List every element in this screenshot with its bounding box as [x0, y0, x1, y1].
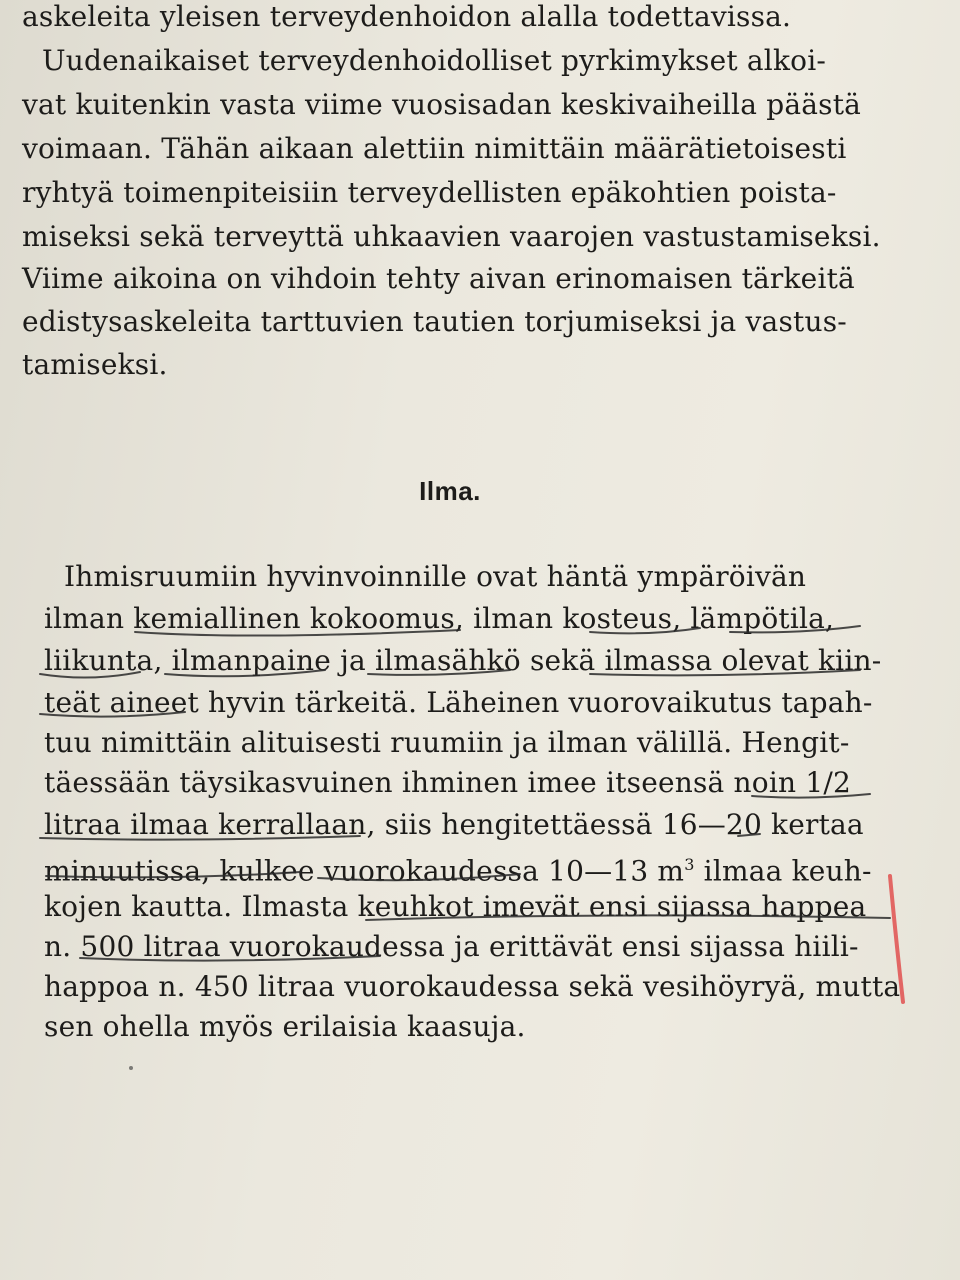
text-line [44, 766, 851, 800]
text-line: Viime aikoina on vihdoin tehty aivan erinomaisen tärkeitä [22, 262, 855, 295]
text-line: liikunta, ilmanpaine ja ilmasähkö sekä ilmassa olevat kiin- [44, 644, 882, 677]
text-line [44, 848, 872, 888]
text-line: Uudenaikaiset terveydenhoidolliset pyrkimykset alkoi- [42, 44, 827, 77]
text-line: tamiseksi. [22, 348, 168, 381]
text-line: askeleita yleisen terveydenhoidon alalla todettavissa. [22, 0, 792, 33]
text-span: täessään täysikasvuinen ihminen imee itseensä noin [44, 766, 806, 799]
fraction-half: 1/2 [805, 766, 851, 799]
text-line: vat kuitenkin vasta viime vuosisadan keskivaiheilla päästä [22, 88, 862, 121]
text-line: kojen kautta. Ilmasta keuhkot imevät ensi sijassa happea [44, 890, 867, 923]
ink-dot [129, 1066, 133, 1070]
text-span: minuutissa, kulkee vuorokaudessa 10—13 m [44, 854, 685, 888]
text-line: happoa n. 450 litraa vuorokaudessa sekä vesihöyryä, mutta [44, 970, 901, 1003]
text-line: litraa ilmaa kerrallaan, siis hengitettäessä 16—20 kertaa [44, 808, 864, 841]
section-heading: Ilma. [419, 476, 481, 506]
text-line: tuu nimittäin alituisesti ruumiin ja ilman välillä. Hengit- [44, 726, 850, 759]
text-span: ilmaa keuh- [694, 854, 872, 888]
text-line: ilman kemiallinen kokoomus, ilman kosteus, lämpötila, [44, 602, 835, 635]
text-line: miseksi sekä terveyttä uhkaavien vaarojen vastustamiseksi. [22, 220, 881, 253]
text-line: n. 500 litraa vuorokaudessa ja erittävät ensi sijassa hiili- [44, 930, 859, 963]
text-line: voimaan. Tähän aikaan alettiin nimittäin määrätietoisesti [22, 132, 847, 165]
text-line: ryhtyä toimenpiteisiin terveydellisten epäkohtien poista- [22, 176, 837, 209]
text-line: edistysaskeleita tarttuvien tautien torjumiseksi ja vastus- [22, 305, 847, 338]
text-line: sen ohella myös erilaisia kaasuja. [44, 1010, 526, 1043]
text-line: teät aineet hyvin tärkeitä. Läheinen vuorovaikutus tapah- [44, 686, 873, 719]
cube-superscript: 3 [684, 855, 695, 874]
text-line: Ihmisruumiin hyvinvoinnille ovat häntä ympäröivän [64, 560, 807, 593]
